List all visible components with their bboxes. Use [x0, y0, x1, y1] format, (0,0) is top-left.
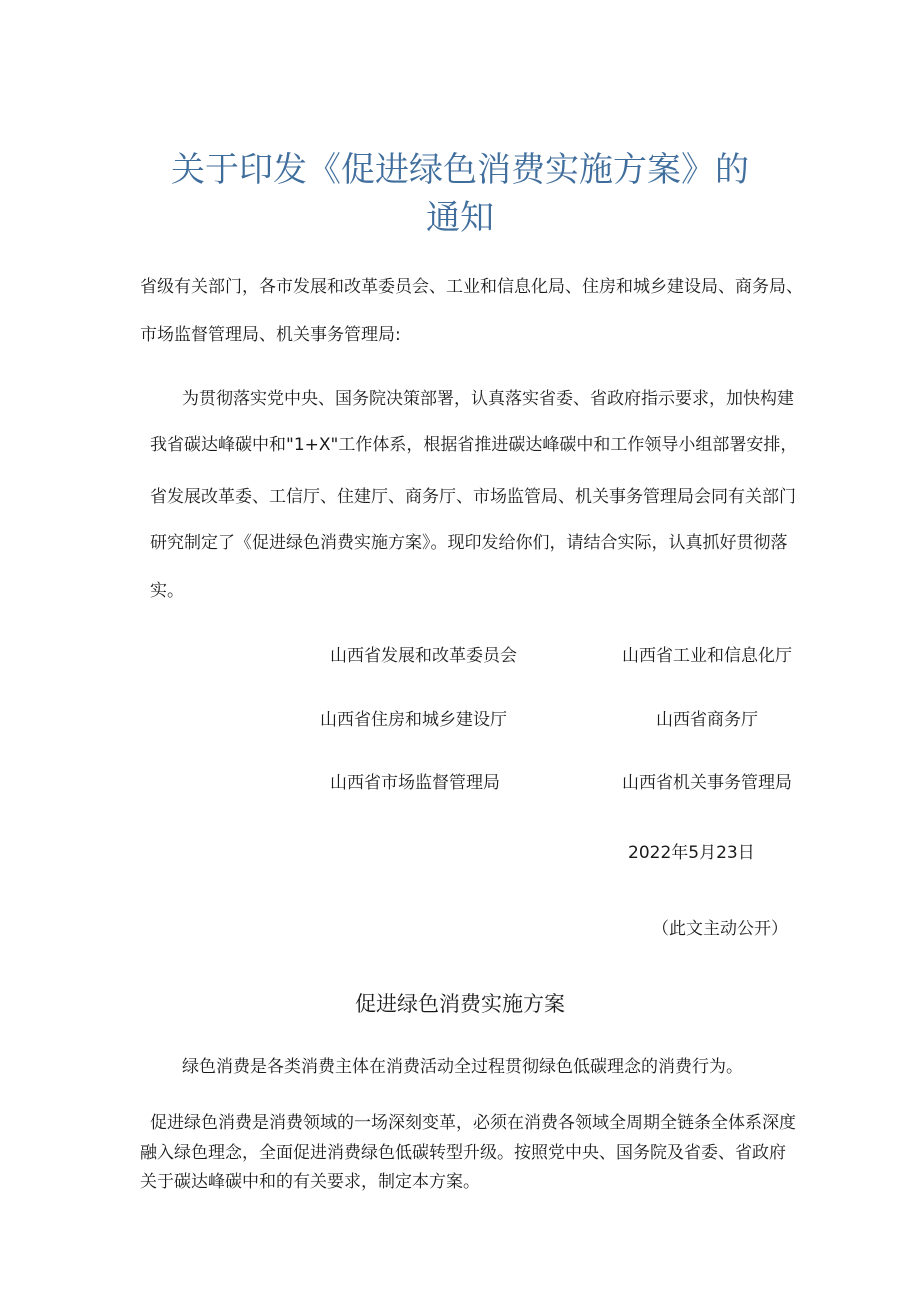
document-date: 2022年5月23日 — [628, 843, 755, 863]
document-title-line-2: 通知 — [426, 198, 494, 238]
signatory-market-regulation: 山西省市场监督管理局 — [330, 773, 500, 793]
plan-para-2-line-1: 促进绿色消费是消费领域的一场深刻变革，必须在消费各领域全周期全链条全体系深度 — [150, 1113, 796, 1133]
signatory-government-affairs: 山西省机关事务管理局 — [622, 773, 792, 793]
document-title-line-1: 关于印发《促进绿色消费实施方案》的 — [171, 150, 749, 190]
signatory-commerce: 山西省商务厅 — [656, 710, 758, 730]
plan-para-1: 绿色消费是各类消费主体在消费活动全过程贯彻绿色低碳理念的消费行为。 — [182, 1057, 743, 1077]
body-para-1-line-4: 研究制定了《促进绿色消费实施方案》。现印发给你们，请结合实际，认真抓好贯彻落 — [150, 533, 788, 553]
plan-title: 促进绿色消费实施方案 — [355, 992, 565, 1016]
signatory-housing: 山西省住房和城乡建设厅 — [320, 710, 507, 730]
signatory-ndrc: 山西省发展和改革委员会 — [330, 646, 517, 666]
plan-para-2-line-3: 关于碳达峰碳中和的有关要求，制定本方案。 — [140, 1172, 480, 1192]
body-para-1-line-3: 省发展改革委、工信厅、住建厅、商务厅、市场监管局、机关事务管理局会同有关部门 — [150, 487, 796, 507]
body-para-1-line-2: 我省碳达峰碳中和"1+X"工作体系，根据省推进碳达峰碳中和工作领导小组部署安排， — [150, 435, 798, 455]
plan-para-2-line-2: 融入绿色理念，全面促进消费绿色低碳转型升级。按照党中央、国务院及省委、省政府 — [140, 1143, 786, 1163]
addressee-line-2: 市场监督管理局、机关事务管理局: — [140, 325, 401, 345]
disclosure-note: （此文主动公开） — [652, 919, 788, 939]
signatory-miit: 山西省工业和信息化厅 — [622, 646, 792, 666]
addressee-line-1: 省级有关部门，各市发展和改革委员会、工业和信息化局、住房和城乡建设局、商务局、 — [140, 277, 803, 297]
body-para-1-line-1: 为贯彻落实党中央、国务院决策部署，认真落实省委、省政府指示要求，加快构建 — [182, 389, 794, 409]
body-para-1-line-5: 实。 — [150, 581, 184, 601]
